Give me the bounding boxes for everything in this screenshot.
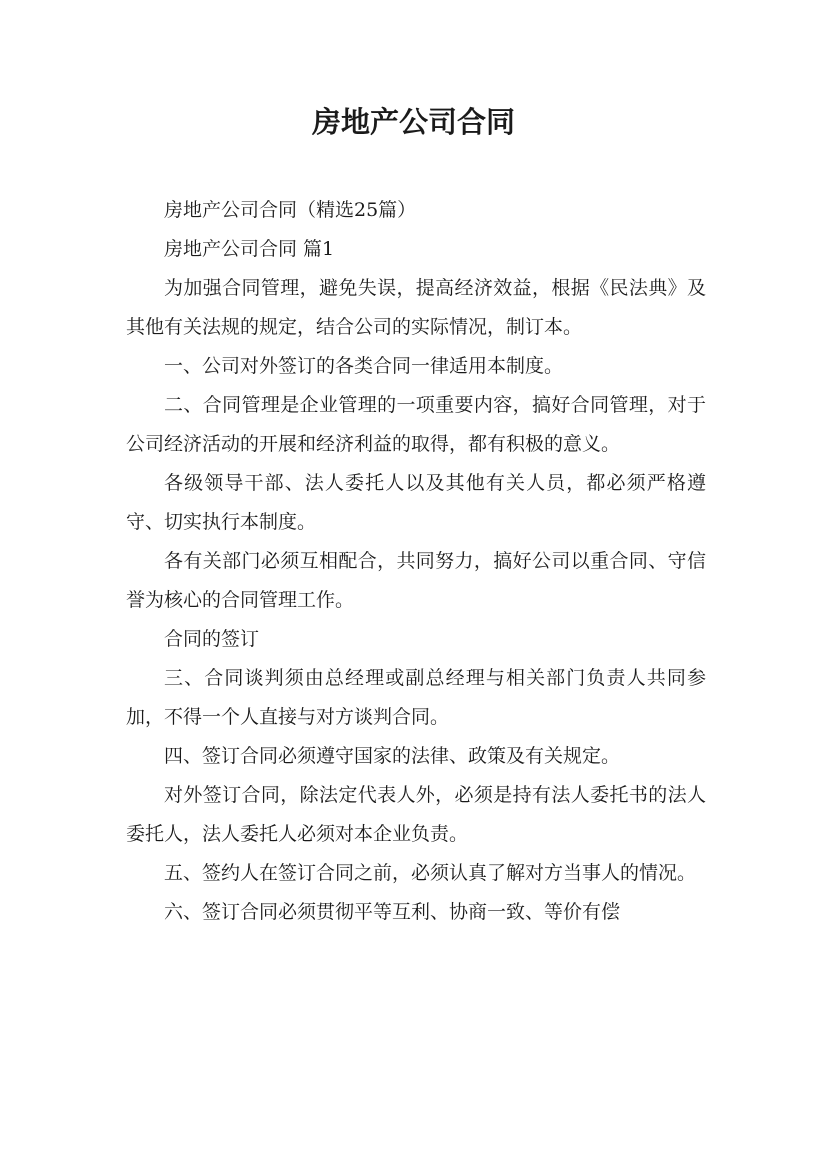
paragraph-clause-4-signatory: 对外签订合同，除法定代表人外，必须是持有法人委托书的法人委托人，法人委托人必须对本企业负责。 — [126, 784, 706, 845]
paragraph-clause-5: 五、签约人在签订合同之前，必须认真了解对方当事人的情况。 — [164, 862, 697, 884]
paragraph-section-heading: 房地产公司合同 篇1 — [164, 238, 335, 260]
paragraph-clause-3: 三、合同谈判须由总经理或副总经理与相关部门负责人共同参加，不得一个人直接与对方谈判合同。 — [126, 667, 706, 728]
paragraph-subheading-signing: 合同的签订 — [164, 628, 260, 650]
document-title: 房地产公司合同 — [311, 105, 515, 139]
paragraph-clause-4: 四、签订合同必须遵守国家的法律、政策及有关规定。 — [164, 745, 621, 767]
paragraph-clause-2-departments: 各有关部门必须互相配合，共同努力，搞好公司以重合同、守信誉为核心的合同管理工作。 — [126, 550, 706, 611]
paragraph-clause-2-leaders: 各级领导干部、法人委托人以及其他有关人员，都必须严格遵守、切实执行本制度。 — [126, 472, 706, 533]
paragraph-clause-1: 一、公司对外签订的各类合同一律适用本制度。 — [164, 355, 564, 377]
paragraph-clause-6: 六、签订合同必须贯彻平等互利、协商一致、等价有偿 — [164, 901, 621, 923]
paragraph-preamble: 为加强合同管理，避免失误，提高经济效益，根据《民法典》及其他有关法规的规定，结合公司的实际情况，制订本。 — [126, 277, 706, 338]
paragraph-clause-2: 二、合同管理是企业管理的一项重要内容，搞好合同管理，对于公司经济活动的开展和经济利益的取得，都有积极的意义。 — [126, 394, 706, 455]
document-body — [126, 191, 706, 932]
paragraph-collection-title: 房地产公司合同（精选25篇） — [164, 199, 417, 221]
